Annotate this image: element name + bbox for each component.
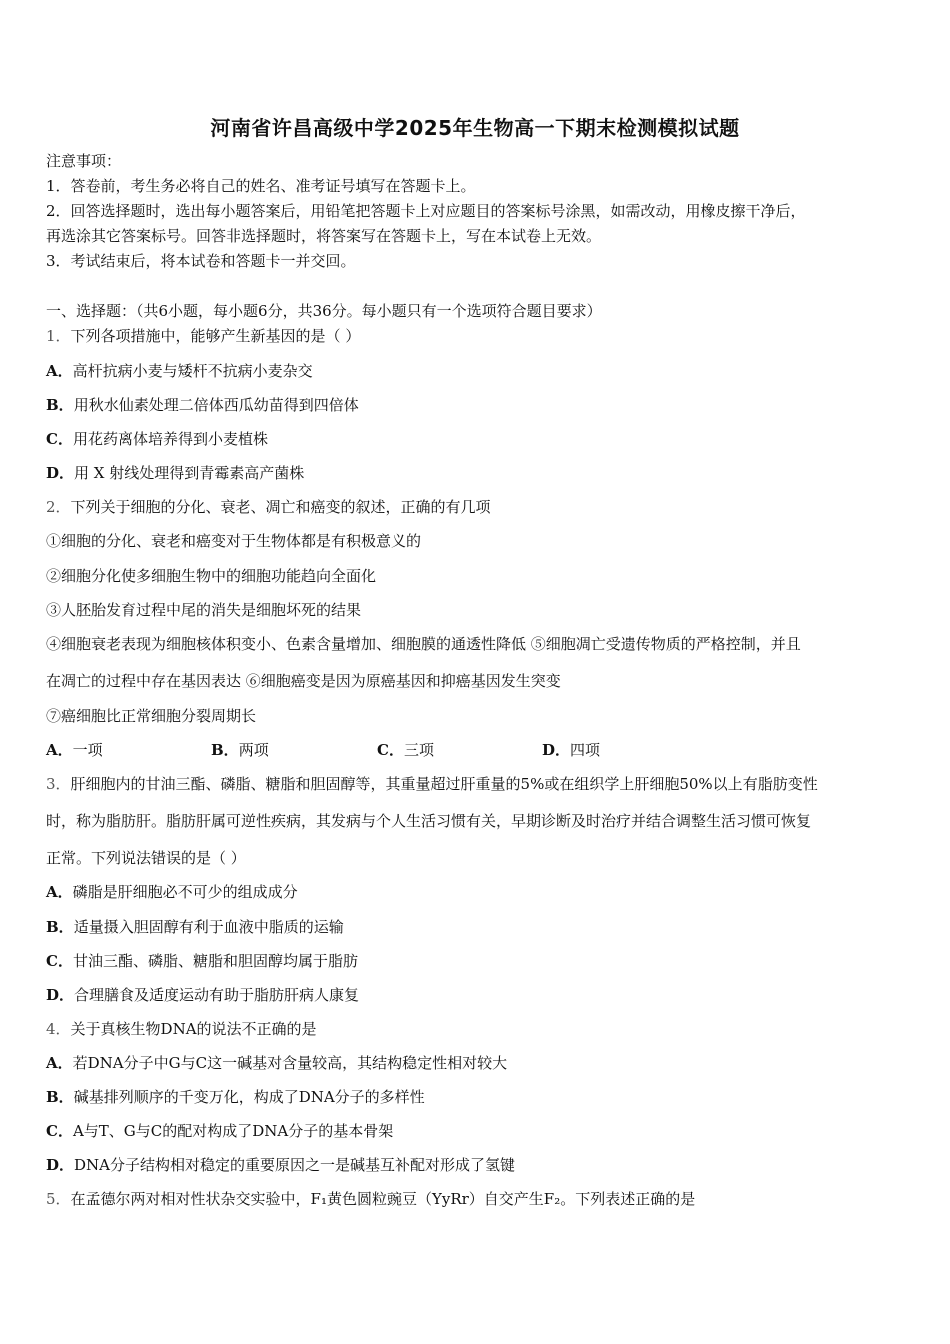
notice-item: 2．回答选择题时，选出每小题答案后，用铅笔把答题卡上对应题目的答案标号涂黑，如需改动，用橡皮擦干净后， bbox=[46, 202, 806, 220]
section-heading: 一、选择题：（共6小题，每小题6分，共36分。每小题只有一个选项符合题目要求） bbox=[46, 302, 602, 320]
option-text: A与T、G与C的配对构成了DNA分子的基本骨架 bbox=[72, 1122, 394, 1140]
option-a bbox=[46, 740, 103, 760]
question-stem: 关于真核生物DNA的说法不正确的是 bbox=[70, 1020, 317, 1038]
option-text: 两项 bbox=[238, 741, 269, 759]
question-number: 1． bbox=[46, 327, 71, 345]
option-label: A． bbox=[46, 362, 73, 380]
option-a bbox=[46, 361, 313, 381]
option-c bbox=[46, 429, 268, 449]
option-d bbox=[542, 740, 600, 760]
option-text: 用花药离体培养得到小麦植株 bbox=[72, 430, 268, 448]
question-number: 5． bbox=[46, 1190, 71, 1208]
question-5 bbox=[46, 1189, 695, 1209]
question-3 bbox=[46, 774, 818, 794]
option-c bbox=[46, 951, 358, 971]
option-d bbox=[46, 985, 359, 1005]
option-text: 用秋水仙素处理二倍体西瓜幼苗得到四倍体 bbox=[73, 396, 359, 414]
option-label: C． bbox=[46, 952, 73, 970]
option-label: B． bbox=[46, 1088, 74, 1106]
option-b bbox=[46, 917, 344, 937]
notice-item: 1．答卷前，考生务必将自己的姓名、准考证号填写在答题卡上。 bbox=[46, 177, 476, 195]
notice-item: 再选涂其它答案标号。回答非选择题时，将答案写在答题卡上，写在本试卷上无效。 bbox=[46, 227, 602, 245]
option-label: B． bbox=[46, 918, 74, 936]
option-label: D． bbox=[46, 1156, 75, 1174]
options-row bbox=[46, 740, 906, 760]
option-c bbox=[377, 740, 434, 760]
option-b bbox=[211, 740, 269, 760]
option-label: A． bbox=[46, 741, 73, 759]
option-label: C． bbox=[46, 430, 73, 448]
option-label: B． bbox=[211, 741, 239, 759]
question-stem: 在孟德尔两对相对性状杂交实验中，F₁黄色圆粒豌豆（YyRr）自交产生F₂。下列表述正确的是 bbox=[70, 1190, 696, 1208]
question-stem: 正常。下列说法错误的是（ ） bbox=[46, 849, 246, 867]
option-label: D． bbox=[542, 741, 571, 759]
option-label: B． bbox=[46, 396, 74, 414]
option-text: 甘油三酯、磷脂、糖脂和胆固醇均属于脂肪 bbox=[72, 952, 358, 970]
notice-heading: 注意事项： bbox=[46, 152, 122, 170]
option-b bbox=[46, 395, 359, 415]
statement: ④细胞衰老表现为细胞核体积变小、色素含量增加、细胞膜的通透性降低 ⑤细胞凋亡受遗传物质的严格控制，并且 bbox=[46, 635, 801, 653]
question-stem: 下列各项措施中，能够产生新基因的是（ ） bbox=[70, 327, 361, 345]
option-text: 一项 bbox=[72, 741, 103, 759]
option-d bbox=[46, 1155, 515, 1175]
page-title: 河南省许昌高级中学2025年生物高一下期末检测模拟试题 bbox=[210, 116, 740, 140]
option-text: 用 X 射线处理得到青霉素高产菌株 bbox=[74, 464, 305, 482]
option-label: C． bbox=[46, 1122, 73, 1140]
question-stem: 肝细胞内的甘油三酯、磷脂、糖脂和胆固醇等，其重量超过肝重量的5%或在组织学上肝细胞50%以上有脂肪变性 bbox=[70, 775, 818, 793]
option-text: DNA分子结构相对稳定的重要原因之一是碱基互补配对形成了氢键 bbox=[74, 1156, 516, 1174]
option-text: 四项 bbox=[570, 741, 601, 759]
question-number: 3． bbox=[46, 775, 71, 793]
question-2 bbox=[46, 497, 491, 517]
question-4 bbox=[46, 1019, 317, 1039]
option-d bbox=[46, 463, 304, 483]
option-text: 三项 bbox=[403, 741, 434, 759]
option-text: 磷脂是肝细胞必不可少的组成成分 bbox=[72, 883, 298, 901]
option-b bbox=[46, 1087, 425, 1107]
option-text: 适量摄入胆固醇有利于血液中脂质的运输 bbox=[73, 918, 344, 936]
question-stem: 时，称为脂肪肝。脂肪肝属可逆性疾病，其发病与个人生活习惯有关，早期诊断及时治疗并结合调整生活习惯可恢复 bbox=[46, 812, 812, 830]
statement: ③人胚胎发育过程中尾的消失是细胞坏死的结果 bbox=[46, 601, 362, 619]
question-stem: 下列关于细胞的分化、衰老、凋亡和癌变的叙述，正确的有几项 bbox=[70, 498, 491, 516]
option-label: A． bbox=[46, 1054, 73, 1072]
question-number: 4． bbox=[46, 1020, 71, 1038]
option-text: 碱基排列顺序的千变万化，构成了DNA分子的多样性 bbox=[73, 1088, 425, 1106]
option-text: 高杆抗病小麦与矮杆不抗病小麦杂交 bbox=[72, 362, 313, 380]
option-label: D． bbox=[46, 986, 75, 1004]
option-label: A． bbox=[46, 883, 73, 901]
question-1 bbox=[46, 326, 360, 346]
statement: ①细胞的分化、衰老和癌变对于生物体都是有积极意义的 bbox=[46, 532, 422, 550]
option-a bbox=[46, 882, 298, 902]
statement: ⑦癌细胞比正常细胞分裂周期长 bbox=[46, 707, 257, 725]
statement: 在凋亡的过程中存在基因表达 ⑥细胞癌变是因为原癌基因和抑癌基因发生突变 bbox=[46, 672, 561, 690]
option-a bbox=[46, 1053, 507, 1073]
option-text: 合理膳食及适度运动有助于脂肪肝病人康复 bbox=[74, 986, 360, 1004]
notice-item: 3．考试结束后，将本试卷和答题卡一并交回。 bbox=[46, 252, 356, 270]
option-c bbox=[46, 1121, 393, 1141]
option-text: 若DNA分子中G与C这一碱基对含量较高，其结构稳定性相对较大 bbox=[72, 1054, 508, 1072]
option-label: D． bbox=[46, 464, 75, 482]
statement: ②细胞分化使多细胞生物中的细胞功能趋向全面化 bbox=[46, 567, 377, 585]
question-number: 2． bbox=[46, 498, 71, 516]
option-label: C． bbox=[377, 741, 404, 759]
